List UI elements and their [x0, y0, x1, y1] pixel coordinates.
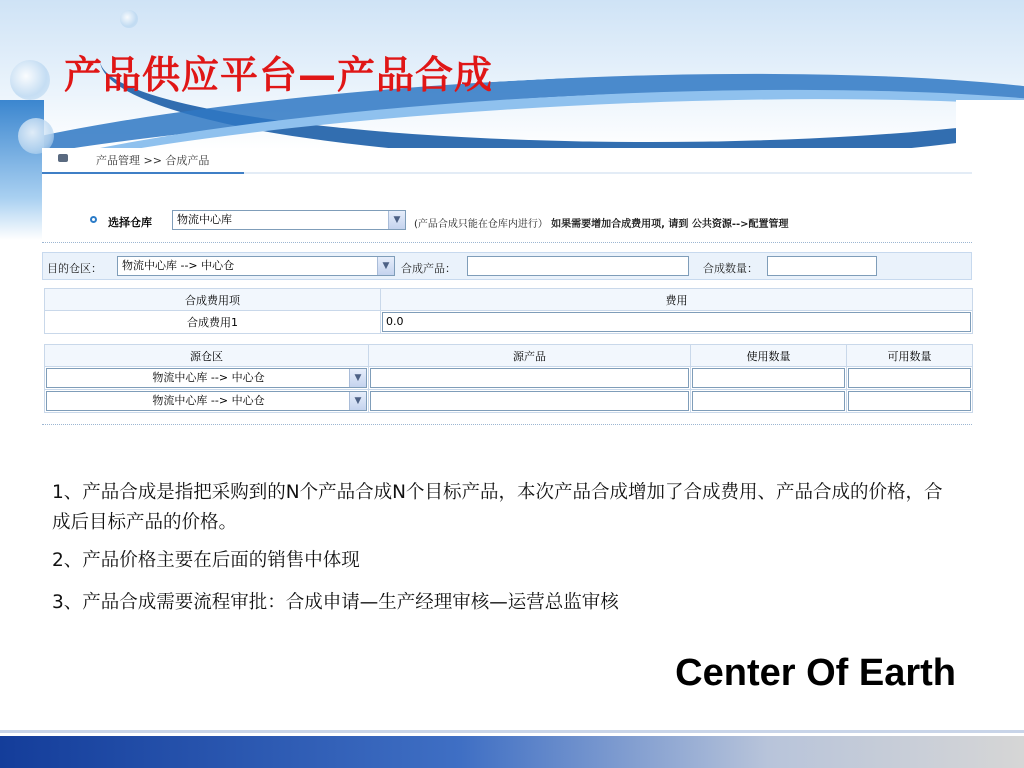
- notes: [52, 478, 952, 630]
- active-tab-indicator: [42, 172, 244, 174]
- chevron-down-icon[interactable]: ▼: [388, 211, 405, 229]
- note-item: 1、产品合成是指把采购到的N个产品合成N个目标产品，本次产品合成增加了合成费用、产品合成的价格，合成后目标产品的价格。: [52, 482, 943, 533]
- use-qty-input[interactable]: [692, 391, 845, 411]
- footer-line: [0, 730, 1024, 733]
- column-header: 源产品: [369, 345, 691, 367]
- source-product-input[interactable]: [370, 368, 689, 388]
- warehouse-note: [414, 215, 789, 230]
- warehouse-select-value: 物流中心库: [177, 213, 232, 226]
- use-qty-cell: [691, 367, 847, 390]
- source-table-header: [45, 345, 973, 367]
- warehouse-select[interactable]: [172, 210, 406, 230]
- fee-cell: [381, 311, 973, 334]
- source-product-cell: [369, 390, 691, 413]
- target-zone-value: 物流中心库 --> 中心仓: [122, 259, 235, 272]
- column-header: 使用数量: [691, 345, 847, 367]
- source-zone-value: 物流中心库 --> 中心仓: [152, 371, 265, 384]
- column-header: 源仓区: [45, 345, 369, 367]
- product-synthesis-form: [42, 148, 972, 428]
- synth-qty-label: 合成数量：: [703, 262, 758, 275]
- avail-qty-cell: [847, 367, 973, 390]
- note-item: 3、产品合成需要流程审批：合成申请—生产经理审核—运营总监审核: [52, 592, 619, 613]
- use-qty-input[interactable]: [692, 368, 845, 388]
- warehouse-note-config: 如果需要增加合成费用项, 请到 公共资源-->配置管理: [551, 219, 789, 230]
- fee-value-input[interactable]: 0.0: [382, 312, 971, 332]
- chevron-down-icon[interactable]: ▼: [349, 392, 366, 410]
- breadcrumb-underline: [42, 172, 972, 174]
- avail-qty-cell: [847, 390, 973, 413]
- synth-product-label: 合成产品：: [401, 262, 456, 275]
- source-zone-select[interactable]: [46, 368, 367, 388]
- fee-name: 合成费用1: [45, 311, 381, 334]
- breadcrumb-bar: [42, 148, 972, 174]
- column-header: 可用数量: [847, 345, 973, 367]
- chevron-down-icon[interactable]: ▼: [349, 369, 366, 387]
- decor-bubble: [10, 60, 50, 100]
- use-qty-cell: [691, 390, 847, 413]
- avail-qty-input[interactable]: [848, 391, 971, 411]
- warehouse-row: [42, 208, 972, 232]
- target-zone-label: 目的仓区：: [47, 262, 102, 275]
- synth-qty-input[interactable]: [767, 256, 877, 276]
- divider: [42, 424, 972, 425]
- brand-text: Center Of Earth: [675, 652, 956, 694]
- table-row: [45, 311, 973, 334]
- divider: [42, 242, 972, 243]
- column-header: 费用: [381, 289, 973, 311]
- target-row: [42, 252, 972, 280]
- table-row: [45, 367, 973, 390]
- fee-table: [44, 288, 973, 334]
- header-cutout: [956, 100, 1024, 150]
- decor-bubble: [120, 10, 138, 28]
- bullet-icon: [90, 216, 97, 223]
- source-zone-value: 物流中心库 --> 中心仓: [152, 394, 265, 407]
- table-row: [45, 390, 973, 413]
- source-zone-cell: [45, 390, 369, 413]
- breadcrumb: 产品管理 >> 合成产品: [96, 154, 210, 167]
- source-product-input[interactable]: [370, 391, 689, 411]
- synth-product-input[interactable]: [467, 256, 689, 276]
- target-zone-select[interactable]: [117, 256, 395, 276]
- source-product-cell: [369, 367, 691, 390]
- fee-table-header: [45, 289, 973, 311]
- slide-title: 产品供应平台—产品合成: [64, 52, 494, 97]
- chevron-down-icon[interactable]: ▼: [377, 257, 394, 275]
- avail-qty-input[interactable]: [848, 368, 971, 388]
- source-zone-select[interactable]: [46, 391, 367, 411]
- source-zone-cell: [45, 367, 369, 390]
- warehouse-label: 选择仓库: [108, 216, 152, 229]
- module-icon: [58, 154, 68, 162]
- source-table: [44, 344, 973, 413]
- note-item: 2、产品价格主要在后面的销售中体现: [52, 550, 360, 571]
- warehouse-note-prefix: (产品合成只能在仓库内进行）: [414, 219, 548, 230]
- column-header: 合成费用项: [45, 289, 381, 311]
- footer-bar: [0, 736, 1024, 768]
